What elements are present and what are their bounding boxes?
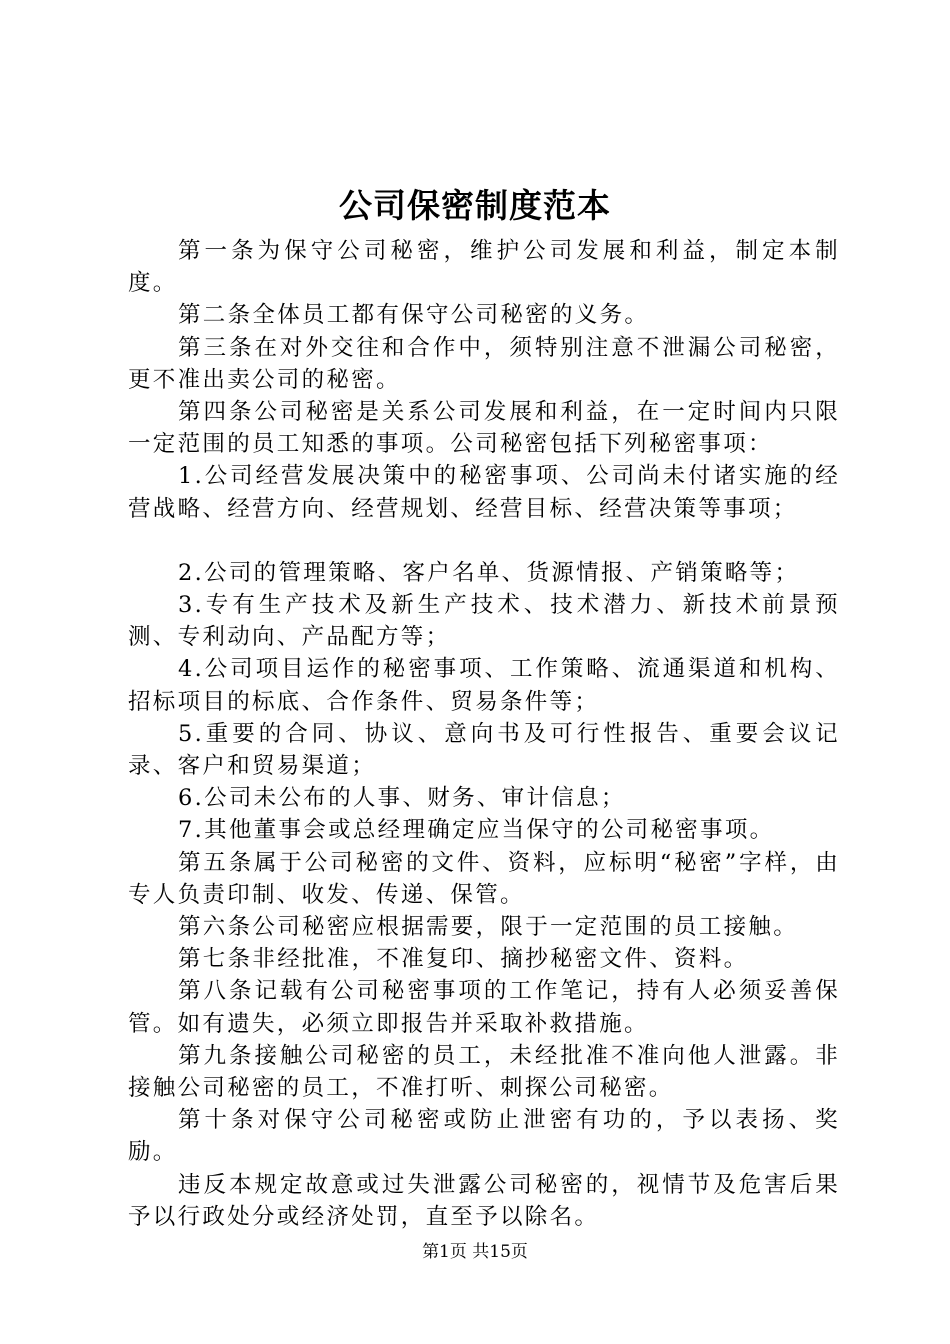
page-number-footer: 第1页 共15页 [422, 1242, 528, 1262]
document-body [128, 235, 840, 1233]
paragraph-article-2: 第二条全体员工都有保守公司秘密的义务。 [178, 302, 650, 329]
paragraph-penalty: 违反本规定故意或过失泄露公司秘密的，视情节及危害后果予以行政处分或经济处罚，直至予以除名。 [128, 1171, 840, 1230]
paragraph-article-5: 第五条属于公司秘密的文件、资料，应标明“秘密”字样，由专人负责印制、收发、传递、保管。 [128, 849, 840, 908]
paragraph-article-4: 第四条公司秘密是关系公司发展和利益，在一定时间内只限一定范围的员工知悉的事项。公司秘密包括下列秘密事项： [128, 399, 840, 458]
paragraph-article-9: 第九条接触公司秘密的员工，未经批准不准向他人泄露。非接触公司秘密的员工，不准打听、刺探公司秘密。 [128, 1042, 840, 1102]
paragraph-article-7: 第七条非经批准，不准复印、摘抄秘密文件、资料。 [178, 946, 749, 973]
paragraph-article-8: 第八条记载有公司秘密事项的工作笔记，持有人必须妥善保管。如有遗失，必须立即报告并采取补救措施。 [128, 978, 840, 1037]
document-title: 公司保密制度范本 [339, 186, 611, 225]
paragraph-item-5: 5.重要的合同、协议、意向书及可行性报告、重要会议记录、客户和贸易渠道； [128, 720, 840, 780]
paragraph-item-7: 7.其他董事会或总经理确定应当保守的公司秘密事项。 [178, 817, 775, 844]
paragraph-article-1: 第一条为保守公司秘密，维护公司发展和利益，制定本制度。 [128, 238, 840, 297]
paragraph-item-4: 4.公司项目运作的秘密事项、工作策略、流通渠道和机构、招标项目的标底、合作条件、贸易条件等； [128, 656, 840, 715]
paragraph-article-6: 第六条公司秘密应根据需要，限于一定范围的员工接触。 [178, 914, 799, 941]
paragraph-item-2: 2.公司的管理策略、客户名单、货源情报、产销策略等； [178, 559, 800, 586]
paragraph-article-3: 第三条在对外交往和合作中，须特别注意不泄漏公司秘密，更不准出卖公司的秘密。 [128, 334, 840, 393]
paragraph-item-3: 3.专有生产技术及新生产技术、技术潜力、新技术前景预测、专利动向、产品配方等； [128, 592, 840, 651]
paragraph-item-1: 1.公司经营发展决策中的秘密事项、公司尚未付诸实施的经营战略、经营方向、经营规划、经营目标、经营决策等事项； [128, 463, 840, 522]
paragraph-article-10: 第十条对保守公司秘密或防止泄密有功的，予以表扬、奖励。 [128, 1107, 840, 1166]
paragraph-item-6: 6.公司未公布的人事、财务、审计信息； [178, 785, 626, 812]
